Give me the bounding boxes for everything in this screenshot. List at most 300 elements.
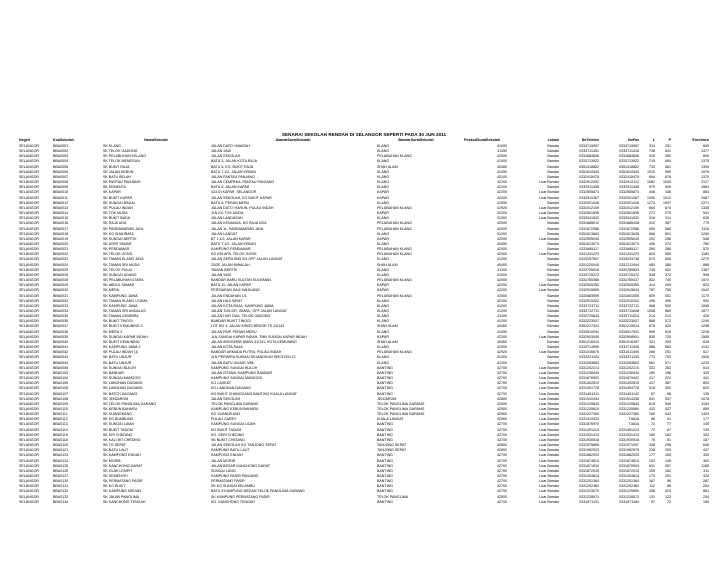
table-cell: KG SIJANGKANG xyxy=(211,412,241,417)
table-cell: 0331765366 xyxy=(579,278,599,283)
table-cell: 42500 xyxy=(497,412,507,417)
table-cell: 448 xyxy=(649,190,655,195)
table-cell: BBA0110 xyxy=(53,406,68,411)
col-header: NamaSekolah xyxy=(144,138,168,143)
table-cell: SELANGOR xyxy=(19,159,39,164)
table-cell: 804 xyxy=(703,381,709,386)
table-cell: Bandar xyxy=(547,262,559,267)
table-cell: 2067 xyxy=(701,195,709,200)
table-cell: BANTING xyxy=(377,386,393,391)
table-cell: 86 xyxy=(651,417,655,422)
table-cell: SELANGOR xyxy=(19,195,39,200)
table-cell: 0331206445 xyxy=(579,370,599,375)
table-cell: Luar Bandar xyxy=(539,401,559,406)
table-cell: KLANG xyxy=(377,169,390,174)
table-cell: SELANGOR xyxy=(19,432,39,437)
table-cell: BBA0016 xyxy=(53,221,69,226)
table-cell: 441 xyxy=(703,376,709,381)
table-cell: BBA0104 xyxy=(53,376,69,381)
table-cell: BBA0002 xyxy=(53,149,69,154)
table-cell: 86 xyxy=(667,479,671,484)
table-cell: SK PERMATANG PASIR xyxy=(103,479,143,484)
table-cell: 0333263663 xyxy=(579,360,599,365)
table-cell: SK BUKIT RAJA xyxy=(103,164,130,169)
table-cell: SELANGOR xyxy=(19,474,39,478)
table-cell: 0333723711 xyxy=(579,303,599,308)
table-cell: 1555 xyxy=(701,334,709,339)
table-cell: 212 xyxy=(665,314,671,319)
table-cell: 316 xyxy=(649,216,655,221)
table-cell: 42700 xyxy=(497,391,507,396)
table-cell: 348 xyxy=(649,443,655,448)
table-cell: 42100 xyxy=(497,185,507,190)
table-cell: JALAN ANGGERIK AMAN 31/131, KOTA KEMUNING xyxy=(211,339,297,344)
table-cell: 0331882003 xyxy=(579,453,599,458)
table-cell: BANTING xyxy=(377,376,393,381)
table-cell: PELABUHAN KLANG xyxy=(377,205,412,210)
table-cell: BBA0113 xyxy=(53,422,68,427)
table-cell: 740 xyxy=(665,278,671,283)
table-cell: Luar Bandar xyxy=(539,494,559,499)
table-cell: 0331341223 xyxy=(619,252,639,257)
table-cell: SK BATCH DAGANG xyxy=(103,391,138,396)
table-cell: BBA0108 xyxy=(53,396,69,401)
table-cell: 0333715957 xyxy=(579,144,599,148)
table-cell: 42700 xyxy=(497,376,507,381)
table-cell: SK BATU UNJUR xyxy=(103,355,132,360)
table-cell: BANTING xyxy=(377,479,393,484)
table-cell: SK TAMAN SRI ANDALAS xyxy=(103,309,146,313)
table-cell: 41200 xyxy=(497,319,507,324)
table-cell: SK TAMAN GEMBIRA xyxy=(103,314,139,319)
table-cell: BBA0120 xyxy=(53,443,69,448)
table-cell: 42700 xyxy=(497,474,507,478)
table-cell: 620 xyxy=(665,324,671,329)
table-cell: 0332911306 xyxy=(579,185,599,190)
table-cell: 0331879504 xyxy=(619,463,639,468)
table-cell: 1403 xyxy=(701,412,709,417)
table-cell: 0331871634 xyxy=(579,463,599,468)
table-cell: 42200 xyxy=(497,195,507,200)
table-cell: 42200 xyxy=(497,334,507,339)
table-cell: 42700 xyxy=(497,463,507,468)
table-cell: BANTING xyxy=(377,484,393,489)
table-cell: 42000 xyxy=(497,252,507,257)
table-cell: BANTING xyxy=(377,458,393,463)
table-cell: SK KANCHONG TENGAH xyxy=(103,499,146,504)
table-cell: 1370 xyxy=(701,174,709,179)
table-cell: 779 xyxy=(703,221,709,226)
table-cell: SK BUKIT KEMUNING 2 xyxy=(103,324,143,329)
table-cell: 200 xyxy=(703,484,709,489)
table-cell: SELANGOR xyxy=(19,303,39,308)
table-cell: BBA0029 xyxy=(53,283,69,288)
table-cell: 773 xyxy=(649,355,655,360)
table-cell: 0333715957 xyxy=(619,144,639,148)
table-cell: 41200 xyxy=(497,231,507,236)
table-cell: JALAN TUN DR. ISMAIL, OFF JALAN LANGAT xyxy=(211,309,287,313)
table-cell: 0333910094 xyxy=(579,329,599,334)
table-cell: Luar Bandar xyxy=(539,370,559,375)
table-cell: 412 xyxy=(649,221,655,226)
table-cell: 42500 xyxy=(497,401,507,406)
table-cell: BBA0009 xyxy=(53,185,69,190)
table-cell: 725 xyxy=(665,334,671,339)
table-cell: SELANGOR xyxy=(19,283,39,288)
table-cell: 0333341632 xyxy=(619,216,639,221)
table-cell: 668 xyxy=(649,231,655,236)
table-cell: BATU 11, JALAN KAPAR xyxy=(211,283,252,288)
table-cell: 0331672086 xyxy=(619,226,639,231)
table-cell: PELABUHAN KLANG xyxy=(377,247,412,252)
table-cell: JALAN HAJI SIRAT xyxy=(211,298,243,303)
table-cell: SELANGOR xyxy=(19,329,39,334)
table-cell: KLANG xyxy=(377,159,390,164)
table-cell: 41000 xyxy=(497,303,507,308)
table-cell: 0331930518 xyxy=(579,437,599,442)
table-cell: 41150 xyxy=(497,149,507,154)
table-cell: 0333711451 xyxy=(579,149,599,154)
table-cell: 1298 xyxy=(701,324,709,329)
table-cell: BBA0134 xyxy=(53,499,69,504)
table-cell: 0331491213 xyxy=(619,427,639,432)
table-cell: SK BATU LAUT xyxy=(103,448,129,453)
table-cell: 41000 xyxy=(497,159,507,164)
table-cell: 42200 xyxy=(497,283,507,288)
table-cell: PELABUHAN KLANG xyxy=(377,293,412,298)
table-cell: 1008 xyxy=(647,309,655,313)
col-header: KodSekolah xyxy=(53,138,74,143)
table-cell: BBA0103 xyxy=(53,370,69,375)
table-cell: 0331685117 xyxy=(579,247,599,252)
table-cell: KAMPUNG KEBUN BAHARU xyxy=(211,406,259,411)
table-cell: 0332921048 xyxy=(619,200,639,205)
table-cell: BBA0018 xyxy=(53,231,69,236)
table-cell: 0332912052 xyxy=(579,180,599,185)
table-cell: KLANG xyxy=(377,216,390,221)
table-cell: Luar Bandar xyxy=(539,412,559,417)
table-cell: 256 xyxy=(665,236,671,241)
table-cell: KLANG xyxy=(377,314,390,319)
table-cell: SELANGOR xyxy=(19,401,39,406)
table-cell: Bandar xyxy=(547,200,559,205)
table-cell: 0333341632 xyxy=(579,216,599,221)
table-cell: KG LAGKAT xyxy=(211,381,232,386)
table-cell: KAMPUNG BATU LAUT xyxy=(211,448,250,453)
table-cell: 331 xyxy=(665,144,671,148)
table-cell: 0333917931 xyxy=(619,329,639,334)
table-cell: SK KG BUMBUNG xyxy=(103,417,134,422)
table-cell: 0331685438 xyxy=(619,221,639,226)
table-cell: 0333713922 xyxy=(619,159,639,164)
table-cell: 0351613635 xyxy=(619,231,639,236)
table-cell: 169 xyxy=(649,370,655,375)
table-cell: Luar Bandar xyxy=(539,489,559,494)
table-cell: 302 xyxy=(703,458,709,463)
table-cell: SELANGOR xyxy=(19,288,39,293)
table-cell: 0351418852 xyxy=(619,164,639,169)
table-cell: 859 xyxy=(703,406,709,411)
table-cell: 0332908901 xyxy=(619,334,639,339)
table-cell: 152 xyxy=(665,468,671,473)
table-cell: Bandar xyxy=(547,278,559,283)
table-cell: 660 xyxy=(665,159,671,164)
table-cell: SK TELOK PULAI xyxy=(103,267,132,272)
table-cell: BBA0032 xyxy=(53,298,69,303)
table-cell: JALAN BESAR KANCHONG DARAT xyxy=(211,463,271,468)
table-cell: 760 xyxy=(649,412,655,417)
table-cell: 406 xyxy=(649,241,655,246)
table-cell: 160 xyxy=(649,432,655,437)
table-cell: SELANGOR xyxy=(19,365,39,370)
table-cell: 805 xyxy=(703,154,709,159)
table-cell: 571 xyxy=(665,360,671,365)
table-cell: SK BUKIT BADA xyxy=(103,216,131,221)
table-cell: 41000 xyxy=(497,272,507,277)
table-cell: BANDAR BUKIT TINGGI xyxy=(211,319,251,324)
table-cell: 0331871101 xyxy=(579,499,599,504)
table-cell: 992 xyxy=(703,298,709,303)
table-cell: SELANGOR xyxy=(19,370,39,375)
table-cell: 42000 xyxy=(497,293,507,298)
table-cell: Bandar xyxy=(547,185,559,190)
table-cell: KLANG xyxy=(377,309,390,313)
table-cell: 1269 xyxy=(701,231,709,236)
table-cell: BANDAR ARMADA PUTRA, PULAU INDAH xyxy=(211,350,282,355)
table-cell: 674 xyxy=(665,205,671,210)
page-title: SENARAI SEKOLAH RENDAH DI SELANGOR SEPERTI PADA 30 JUN 2011 xyxy=(281,132,447,137)
table-cell: 254 xyxy=(703,494,709,499)
table-cell: BBA0024 xyxy=(53,262,69,267)
table-cell: 0331872010 xyxy=(579,468,599,473)
table-cell: SELANGOR xyxy=(19,345,39,350)
table-cell: 559 xyxy=(665,252,671,257)
table-cell: 0333714950 xyxy=(579,345,599,350)
table-cell: 67 xyxy=(667,427,671,432)
table-cell: 177 xyxy=(649,453,655,458)
table-cell: BBA0124 xyxy=(53,458,69,463)
table-cell: 668 xyxy=(649,319,655,324)
table-cell: 42700 xyxy=(497,479,507,484)
table-cell: Luar Bandar xyxy=(539,427,559,432)
table-cell: 0331206445 xyxy=(619,370,639,375)
table-cell: SK SUNGAI MANGGIS xyxy=(103,376,141,381)
table-cell: KG LABOHAN DAGANG xyxy=(211,386,251,391)
table-cell: 0332415475 xyxy=(579,174,599,179)
table-cell: 409 xyxy=(665,283,671,288)
table-cell: 536 xyxy=(649,272,655,277)
table-cell: 1884 xyxy=(701,185,709,190)
table-cell: SELANGOR xyxy=(19,149,39,154)
table-cell: 209 xyxy=(665,448,671,453)
table-cell: BBA0037 xyxy=(53,324,69,329)
table-cell: 287 xyxy=(703,479,709,484)
table-cell: Luar Bandar xyxy=(539,391,559,396)
table-cell: 42100 xyxy=(497,174,507,179)
table-cell: BBA0005 xyxy=(53,164,69,169)
table-cell: SELANGOR xyxy=(19,226,39,231)
table-cell: 42920 xyxy=(497,205,507,210)
table-cell: 72 xyxy=(667,499,671,504)
table-cell: SK MERU xyxy=(103,288,120,293)
table-cell: BBA0011 xyxy=(53,195,68,200)
table-cell: BBA0041 xyxy=(53,345,69,350)
table-cell: 0331223070 xyxy=(579,489,599,494)
table-cell: 42100 xyxy=(497,180,507,185)
table-cell: 0331227360 xyxy=(579,412,599,417)
table-cell: KLANG xyxy=(377,174,390,179)
table-cell: 314 xyxy=(665,216,671,221)
table-cell: 0331685010 xyxy=(579,221,599,226)
table-cell: KUALA LANGAT xyxy=(377,417,404,422)
table-cell: SK BUKIT CHEDING xyxy=(211,437,245,442)
table-cell: BBA0025 xyxy=(53,267,69,272)
table-cell: SK KAMPUNG JAWA 2 xyxy=(103,345,141,350)
table-cell: SELANGOR xyxy=(19,257,39,262)
table-cell: 551 xyxy=(665,293,671,298)
table-cell: 1097 xyxy=(663,200,671,205)
table-cell: SK TAMAN SRI MUDA xyxy=(103,262,140,267)
table-cell: 302 xyxy=(665,386,671,391)
table-cell: Luar Bandar xyxy=(539,190,559,195)
table-cell: 559 xyxy=(649,226,655,231)
table-cell: 908 xyxy=(703,272,709,277)
table-cell: 135 xyxy=(703,391,709,396)
table-cell: SELANGOR xyxy=(19,185,39,190)
table-cell: 0332415475 xyxy=(619,174,639,179)
table-cell: 1572 xyxy=(701,278,709,283)
table-cell: SELANGOR xyxy=(19,350,39,355)
col-header: Lokasi xyxy=(547,138,559,143)
table-cell: SELANGOR xyxy=(19,231,39,236)
table-cell: 72 xyxy=(651,427,655,432)
table-cell: Bandar xyxy=(547,345,559,350)
table-cell: SK LABOHAN DAGANG xyxy=(103,386,143,391)
table-cell: 42500 xyxy=(497,406,507,411)
table-cell: 41100 xyxy=(497,267,507,272)
table-cell: 42000 xyxy=(497,278,507,283)
table-cell: 42700 xyxy=(497,365,507,370)
table-cell: BATU 6, KG. BUKIT RAJA xyxy=(211,164,254,169)
table-cell: 42960 xyxy=(497,417,507,422)
table-cell: 0331914338 xyxy=(619,396,639,401)
table-cell: Bandar xyxy=(547,303,559,308)
table-cell: Luar Bandar xyxy=(539,479,559,484)
table-cell: 0331202214 xyxy=(579,365,599,370)
table-cell: JALAN KOTA RAJA, KAMPUNG JAWA xyxy=(211,303,274,308)
table-cell: SK PANTAU PANJANG xyxy=(103,180,141,185)
table-cell: SK KLANG xyxy=(103,144,121,148)
table-cell: 0331872010 xyxy=(619,468,639,473)
table-cell: Bandar xyxy=(547,226,559,231)
table-cell: SK KG BUKIT xyxy=(103,484,126,489)
table-cell: BBA0130 xyxy=(53,479,69,484)
table-cell: SELANGOR xyxy=(19,391,39,396)
table-cell: KLANG xyxy=(377,257,390,262)
table-cell: 678 xyxy=(649,324,655,329)
table-cell: SELANGOR xyxy=(19,319,39,324)
table-cell: TANJONG SEPAT xyxy=(377,448,407,453)
table-cell: 0332921046 xyxy=(579,200,599,205)
table-cell: SELANGOR xyxy=(19,200,39,205)
table-cell: 390 xyxy=(665,154,671,159)
table-cell: 156 xyxy=(665,370,671,375)
table-cell: 0331201364 xyxy=(619,479,639,484)
table-cell: TELOK PANGLIMA GARANG xyxy=(377,412,425,417)
table-cell: SK TELOK MENEGUN xyxy=(103,159,140,164)
table-cell: 0332501895 xyxy=(579,211,599,216)
table-cell: BBA0030 xyxy=(53,288,69,293)
table-cell: JALAN ENDAHAN 1/1 xyxy=(211,293,247,298)
table-cell: JALAN DATO' HAMZAH xyxy=(211,144,250,148)
table-cell: KAMPUNG SUNGAI LIDAH xyxy=(211,422,256,427)
table-cell: Bandar xyxy=(547,272,559,277)
table-cell: JALAN MORIB xyxy=(211,458,235,463)
table-cell: 541 xyxy=(703,211,709,216)
table-cell: SK KAMPUNG PERMATANG PASIR xyxy=(211,494,270,499)
table-cell: JALAN LANGAT xyxy=(211,231,238,236)
table-cell: SUNGAI LANG xyxy=(211,468,236,473)
table-cell: Luar Bandar xyxy=(539,288,559,293)
table-cell: SK BUKIT TINGGI xyxy=(103,319,133,324)
table-cell: BBA0116 xyxy=(53,437,68,442)
table-cell: JALAN 11, PANDAMARAN JAYA xyxy=(211,226,264,231)
table-cell: 283 xyxy=(665,365,671,370)
table-cell: 42700 xyxy=(497,381,507,386)
table-cell: 427 xyxy=(665,406,671,411)
table-cell: KAPAR xyxy=(377,190,389,195)
table-cell: 664 xyxy=(649,205,655,210)
table-cell: 661 xyxy=(665,164,671,169)
table-cell: KLANG xyxy=(377,185,390,190)
table-cell: 1012 xyxy=(663,195,671,200)
table-cell: SK PENDAMAR xyxy=(103,247,130,252)
table-cell: SELANGOR xyxy=(19,499,39,504)
table-cell: SELANGOR xyxy=(19,494,39,499)
table-cell: SELANGOR xyxy=(19,272,39,277)
table-cell: 0331341223 xyxy=(579,252,599,257)
table-cell: SK BUKIT TADOM xyxy=(103,427,133,432)
table-cell: 42450 xyxy=(497,169,507,174)
table-cell: Bandar xyxy=(547,174,559,179)
table-cell: Bandar xyxy=(547,293,559,298)
table-cell: 40460 xyxy=(497,339,507,344)
col-header: Enrolmen xyxy=(692,138,709,143)
table-cell: BBA0031 xyxy=(53,293,69,298)
table-cell: 1877 xyxy=(701,309,709,313)
table-cell: 42000 xyxy=(497,226,507,231)
table-cell: SELANGOR xyxy=(19,309,39,313)
table-cell: Luar Bandar xyxy=(539,365,559,370)
table-cell: 614 xyxy=(703,365,709,370)
table-cell: BBA0028 xyxy=(53,278,69,283)
table-cell: 177 xyxy=(703,417,709,422)
table-cell: 0332505873 xyxy=(579,190,599,195)
table-cell: 41300 xyxy=(497,216,507,221)
table-cell: Luar Bandar xyxy=(539,216,559,221)
table-cell: SHAH ALAM xyxy=(377,164,398,169)
table-cell: SELANGOR xyxy=(19,381,39,386)
table-cell: 372 xyxy=(665,272,671,277)
table-cell: SK TELOK GADONG xyxy=(103,149,138,154)
table-cell: KLANG xyxy=(377,345,390,350)
table-cell: BBA0123 xyxy=(53,453,69,458)
table-cell: SELANGOR xyxy=(19,247,39,252)
table-cell: 780 xyxy=(703,241,709,246)
table-cell: 0351216410 xyxy=(579,339,599,344)
table-cell: 423 xyxy=(665,489,671,494)
table-cell: 331 xyxy=(649,365,655,370)
